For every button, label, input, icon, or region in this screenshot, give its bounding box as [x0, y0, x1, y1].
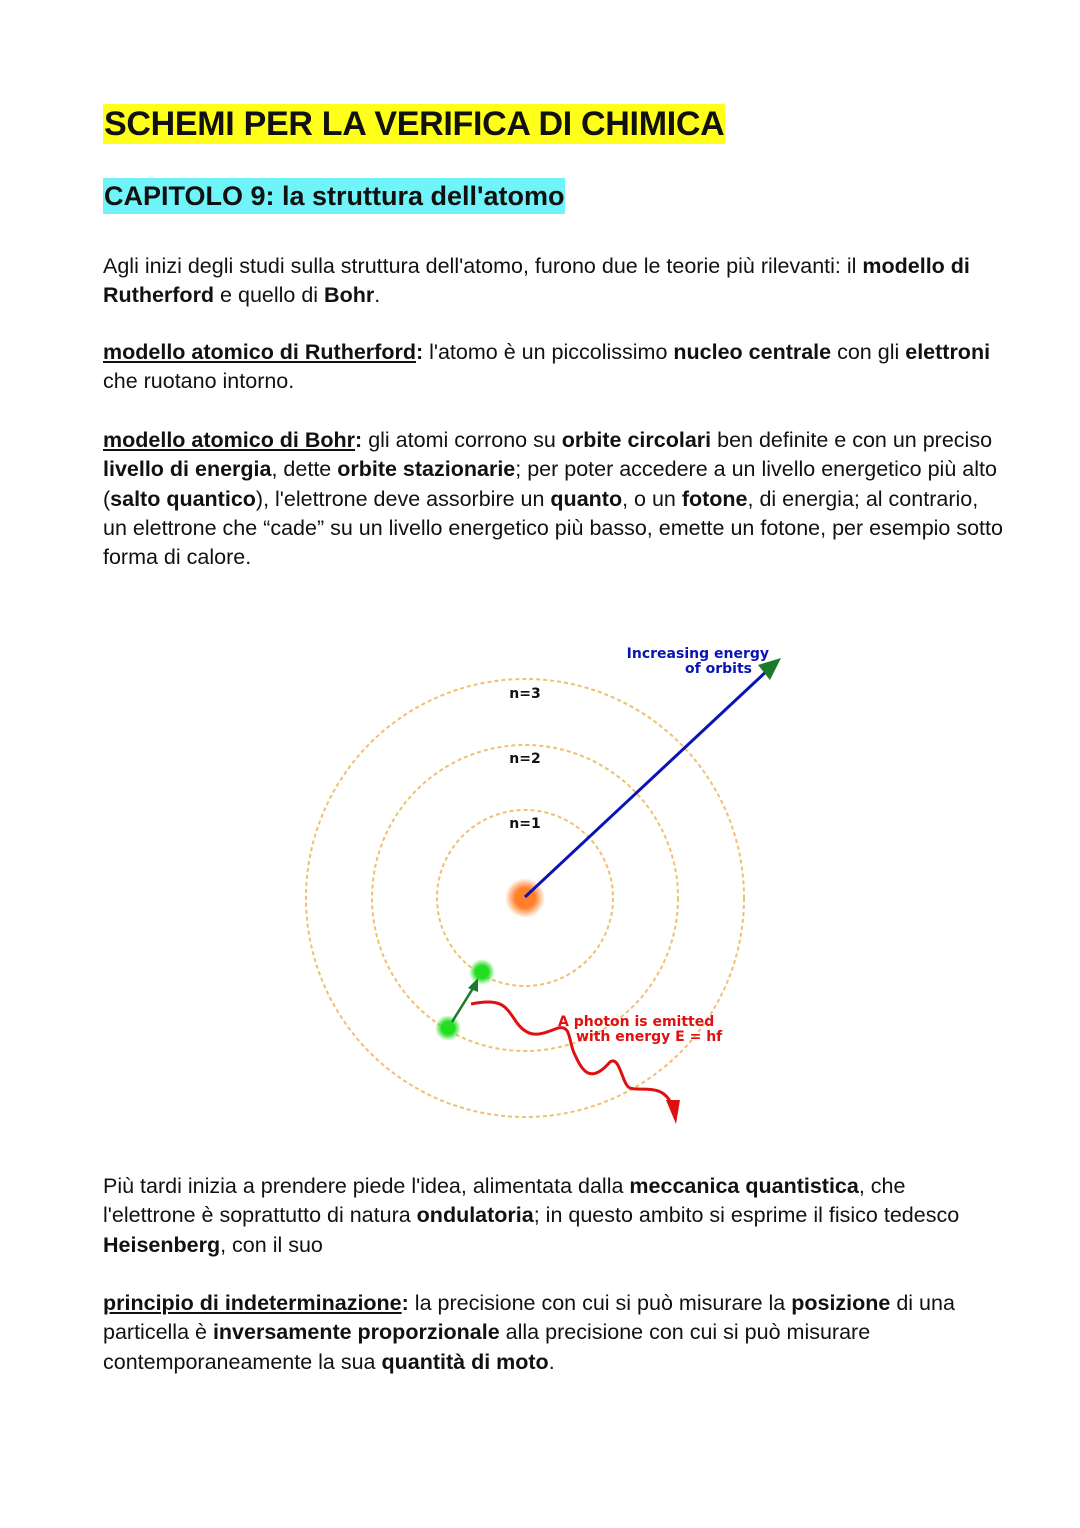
bold-term: salto quantico	[110, 486, 256, 511]
bold-term: ondulatoria	[416, 1203, 534, 1228]
chapter-heading: CAPITOLO 9: la struttura dell'atomo	[103, 178, 565, 214]
text-segment: , dette	[271, 457, 338, 482]
orbit-label-n2: n=2	[509, 751, 541, 767]
bold-term: Bohr	[324, 283, 375, 308]
rutherford-paragraph	[103, 338, 1003, 397]
text-segment: Agli inizi degli studi sulla struttura dell'atomo, furono due le teorie più rilevanti: il	[103, 254, 863, 278]
page-title: SCHEMI PER LA VERIFICA DI CHIMICA	[104, 105, 725, 143]
bold-term: Heisenberg	[103, 1232, 221, 1257]
bold-term: nucleo centrale	[673, 340, 832, 364]
bold-term: livello di energia	[103, 457, 272, 482]
text-segment: , o un	[622, 486, 682, 511]
text-segment: ben definite e con un preciso	[711, 428, 993, 452]
text-segment: di una particella è	[103, 1291, 955, 1345]
bold-term: quantità di moto	[381, 1349, 549, 1374]
bold-term: :	[415, 340, 424, 364]
heisenberg-paragraph	[103, 1172, 1003, 1260]
bold-term: elettroni	[905, 340, 991, 364]
text-segment: e quello di	[214, 283, 325, 308]
energy-label-line1: Increasing energy	[626, 646, 769, 662]
text-segment: ), l'elettrone deve assorbire un	[255, 486, 551, 511]
text-segment: alla precisione con cui si può misurare contemporaneamente la sua	[103, 1320, 871, 1374]
text-segment: gli atomi corrono su	[362, 428, 562, 452]
electron-lower	[435, 1015, 461, 1041]
uncertainty-paragraph	[103, 1289, 1003, 1377]
energy-label-line2: of orbits	[685, 661, 752, 677]
energy-arrow	[525, 668, 770, 897]
bold-term: quanto	[550, 486, 623, 511]
photon-label-line1: A photon is emitted	[558, 1014, 715, 1030]
text-segment: con gli	[831, 340, 906, 364]
text-segment: ; in questo ambito si esprime il fisico tedesco	[533, 1203, 960, 1228]
bold-term: fotone	[681, 486, 748, 511]
intro-paragraph	[103, 252, 1003, 311]
photon-label-line2: with energy E = hf	[576, 1029, 723, 1045]
underlined-term: modello atomico di Bohr	[103, 428, 356, 452]
text-segment: , con il suo	[220, 1232, 323, 1257]
underlined-term: principio di indeterminazione	[103, 1291, 402, 1315]
electron-upper	[469, 959, 495, 985]
text-segment: .	[374, 283, 381, 308]
bold-term: :	[401, 1291, 409, 1315]
orbit-label-n3: n=3	[509, 686, 541, 702]
bohr-paragraph	[103, 426, 1003, 572]
text-segment: Più tardi inizia a prendere piede l'idea, alimentata dalla	[103, 1174, 630, 1198]
photon-arrowhead	[666, 1100, 680, 1124]
bold-term: meccanica quantistica	[629, 1174, 859, 1198]
text-segment: ; per poter accedere a un livello energetico più alto (	[103, 457, 997, 511]
text-segment: l'atomo è un piccolissimo	[423, 340, 674, 364]
text-segment: la precisione con cui si può misurare la	[408, 1291, 792, 1315]
text-segment: che ruotano intorno.	[103, 369, 295, 394]
bold-term: :	[355, 428, 363, 452]
orbit-label-n1: n=1	[509, 816, 541, 832]
bold-term: orbite stazionarie	[337, 457, 516, 482]
bold-term: modello di Rutherford	[103, 254, 970, 308]
text-segment: , di energia; al contrario, un elettrone che “cade” su un livello energetico più basso, emette un fotone, per esempio sotto forma di calore.	[103, 486, 1003, 570]
underlined-term: modello atomico di Rutherford	[103, 340, 416, 364]
bold-term: inversamente proporzionale	[212, 1320, 500, 1345]
text-segment: , che l'elettrone è soprattutto di natura	[103, 1174, 906, 1228]
bold-term: orbite circolari	[561, 428, 712, 452]
bohr-model-diagram	[300, 630, 800, 1130]
text-segment: .	[548, 1349, 555, 1374]
bold-term: posizione	[791, 1291, 891, 1315]
